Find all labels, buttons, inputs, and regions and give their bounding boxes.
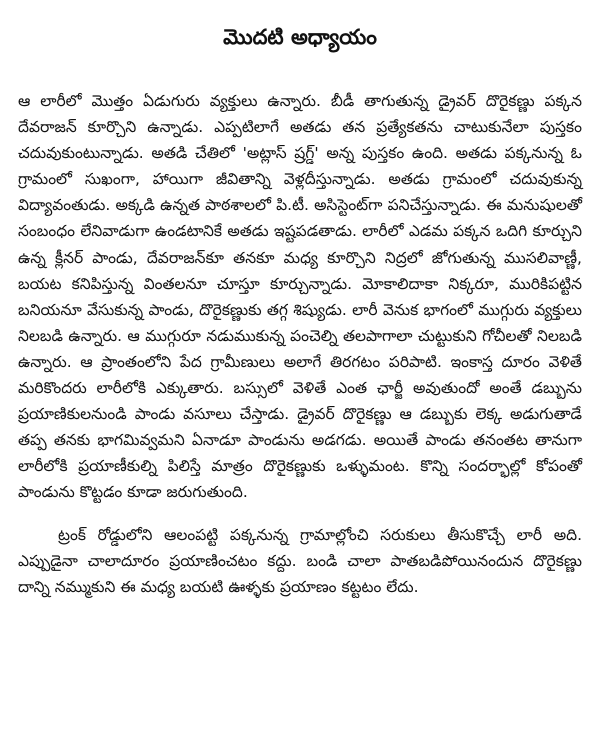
paragraph-2: ట్రంక్ రోడ్డులోని ఆలంపట్టి పక్కనున్న గ్రామాల్లోంచి సరుకులు తీసుకొచ్చే లారీ అది. ఎప్పుడైనా చాలాదూరం ప్రయాణించటం కద్దు. బండి చాలా పాతబడిపోయినందున దొరైకణ్ణు దాన్ని నమ్ముకుని ఈ మధ్య బయటి ఊళ్ళకు ప్రయాణం కట్టటం లేదు. [18,525,582,596]
chapter-title: మొదటి అధ్యాయం [223,25,377,49]
paragraph-1: ఆ లారీలో మొత్తం ఏడుగురు వ్యక్తులు ఉన్నారు. బీడీ తాగుతున్న డ్రైవర్ దొరైకణ్ణు పక్కన దేవరాజన్ కూర్చొని ఉన్నాడు. ఎప్పటిలాగే అతడు తన ప్రత్యేకతను చాటుకునేలా పుస్తకం చదువుకుంటున్నాడు. అతడి చేతిలో 'అట్లాస్ ష్రగ్డ్' అన్న పుస్తకం ఉంది. అతడు పక్కనున్న ఓ గ్రామంలో సుఖంగా, హాయిగా జీవితాన్ని వెళ్లదీస్తున్నాడు. అతడు గ్రామంలో చదువుకున్న విద్యావంతుడు. అక్కడి ఉన్నత పాఠశాలలో పి.టీ. అసిస్టెంట్‌గా పనిచేస్తున్నాడు. ఈ మనుషులతో సంబంధం లేనివాడుగా ఉండటానికే అతడు ఇష్టపడతాడు. లారీలో ఎడమ పక్కన ఒదిగి కూర్చుని ఉన్న క్లీనర్ పాండు, దేవరాజన్‌కూ తనకూ మధ్య కూర్చొని నిద్రలో జోగుతున్న ముసలివాణ్ణీ, బయట కనిపిస్తున్న వింతలనూ చూస్తూ కూర్చున్నాడు. మోకాలిదాకా నిక్కరూ, మురికిపట్టిన బనియనూ వేసుకున్న పాండు, దొరైకణ్ణుకు తగ్గ శిష్యుడు. లారీ వెనుక భాగంలో ముగ్గురు వ్యక్తులు నిలబడి ఉన్నారు. ఆ ముగ్గురూ నడుముకున్న పంచెల్ని తలపాగాలా చుట్టుకుని గోచీలతో నిలబడి ఉన్నారు. ఆ ప్రాంతంలోని పేద గ్రామీణులు అలాగే తిరగటం పరిపాటి. ఇంకాస్త దూరం వెళితే మరికొందరు లారీలోకి ఎక్కుతారు. బస్సులో వెళితే ఎంత ఛార్జీ అవుతుందో అంతే డబ్బును ప్రయాణికులనుండి పాండు వసూలు చేస్తాడు. డ్రైవర్ దొరైకణ్ణు ఆ డబ్బుకు లెక్క అడుగుతాడే తప్ప తనకు భాగమివ్వమని ఏనాడూ పాండును అడగడు. అయితే పాండు తనంతట తానుగా లారీలోకి ప్రయాణీకుల్ని పిలిస్తే మాత్రం దొరైకణ్ణుకు ఒళ్ళుమంట. కొన్ని సందర్భాల్లో కోపంతో పాండును కొట్టడం కూడా జరుగుతుంది. [18,92,582,502]
